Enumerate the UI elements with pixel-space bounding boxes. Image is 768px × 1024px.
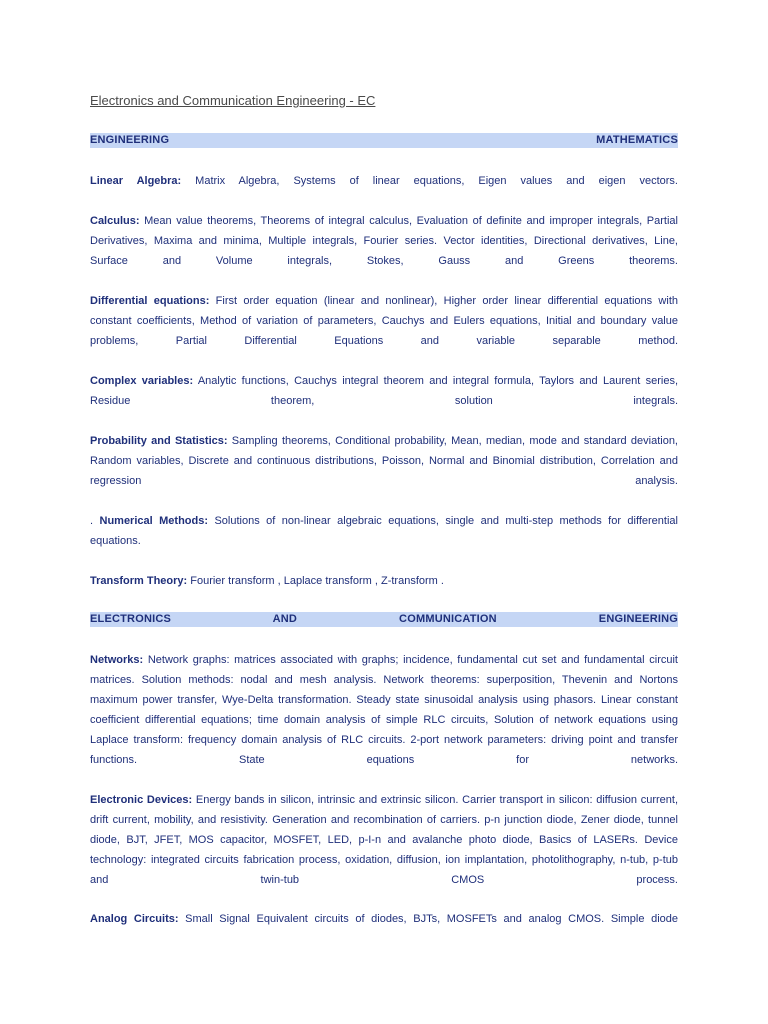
- paragraph-complex-variables: [90, 371, 678, 411]
- paragraph-calculus: [90, 211, 678, 271]
- text-probability-statistics: Sampling theorems, Conditional probability, Mean, median, mode and standard deviation, Random variables, Discrete and continuous distributions, Poisson, Normal and Binomial distribution, Correlation and regression analysis.: [90, 435, 678, 487]
- text-complex-variables: Analytic functions, Cauchys integral theorem and integral formula, Taylors and Laurent series, Residue theorem, solution integrals.: [90, 375, 679, 407]
- paragraph-electronic-devices: [90, 790, 678, 890]
- label-differential-equations: Differential equations:: [90, 295, 210, 307]
- text-calculus: Mean value theorems, Theorems of integral calculus, Evaluation of definite and improper integrals, Partial Derivatives, Maxima and minima, Multiple integrals, Fourier series. Vector identities, Directional derivatives, Line, Surface and Volume integrals, Stokes, Gauss and Greens theorems.: [90, 215, 678, 267]
- text-electronic-devices: Energy bands in silicon, intrinsic and extrinsic silicon. Carrier transport in silicon: diffusion current, drift current, mobility, and resistivity. Generation and recombination of carriers. p-n junction diode, Zener diode, tunnel diode, BJT, JFET, MOS capacitor, MOSFET, LED, p-I-n and avalanche photo diode, Basics of LASERs. Device technology: integrated circuits fabrication process, oxidation, diffusion, ion implantation, photolithography, n-tub, p-tub and twin-tub CMOS process.: [90, 794, 678, 886]
- label-analog-circuits: Analog Circuits:: [90, 913, 179, 925]
- label-complex-variables: Complex variables:: [90, 375, 194, 387]
- text-linear-algebra: Matrix Algebra, Systems of linear equations, Eigen values and eigen vectors.: [181, 175, 678, 187]
- label-calculus: Calculus:: [90, 215, 140, 227]
- text-networks: Network graphs: matrices associated with graphs; incidence, fundamental cut set and fundamental circuit matrices. Solution methods: nodal and mesh analysis. Network theorems: superposition, Thevenin and Nortons maximum power transfer, Wye-Delta transformation. Steady state sinusoidal analysis using phasors. Linear constant coefficient differential equations; time domain analysis of simple RLC circuits, Solution of network equations using Laplace transform: frequency domain analysis of RLC circuits. 2-port network parameters: driving point and transfer functions. State equations for networks.: [90, 654, 678, 766]
- text-numerical-methods: Solutions of non-linear algebraic equations, single and multi-step methods for differential equations.: [90, 515, 678, 547]
- text-differential-equations: First order equation (linear and nonlinear), Higher order linear differential equations with constant coefficients, Method of variation of parameters, Cauchys and Eulers equations, Initial and boundary value problems, Partial Differential Equations and variable separable method.: [90, 295, 678, 347]
- label-transform-theory: Transform Theory:: [90, 575, 188, 587]
- label-numerical-methods: Numerical Methods:: [99, 515, 209, 527]
- section-heading-electronics-communication: ELECTRONICS AND COMMUNICATION ENGINEERING: [90, 613, 678, 625]
- text-transform-theory: Fourier transform , Laplace transform , Z-transform .: [187, 575, 444, 587]
- paragraph-transform-theory: [90, 571, 678, 591]
- paragraph-analog-circuits: [90, 909, 678, 929]
- paragraph-linear-algebra: [90, 171, 678, 191]
- paragraph-numerical-methods: [90, 511, 678, 551]
- label-networks: Networks:: [90, 654, 144, 666]
- section-heading-engineering-mathematics: ENGINEERING MATHEMATICS: [90, 134, 678, 146]
- text-analog-circuits: Small Signal Equivalent circuits of diodes, BJTs, MOSFETs and analog CMOS. Simple diode: [178, 913, 678, 925]
- prefix-numerical-methods: .: [90, 515, 100, 527]
- label-linear-algebra: Linear Algebra:: [90, 175, 182, 187]
- document-title: Electronics and Communication Engineering - EC: [90, 93, 376, 108]
- label-probability-statistics: Probability and Statistics:: [90, 435, 228, 447]
- label-electronic-devices: Electronic Devices:: [90, 794, 193, 806]
- paragraph-networks: [90, 650, 678, 770]
- paragraph-differential-equations: [90, 291, 678, 351]
- paragraph-probability-statistics: [90, 431, 678, 491]
